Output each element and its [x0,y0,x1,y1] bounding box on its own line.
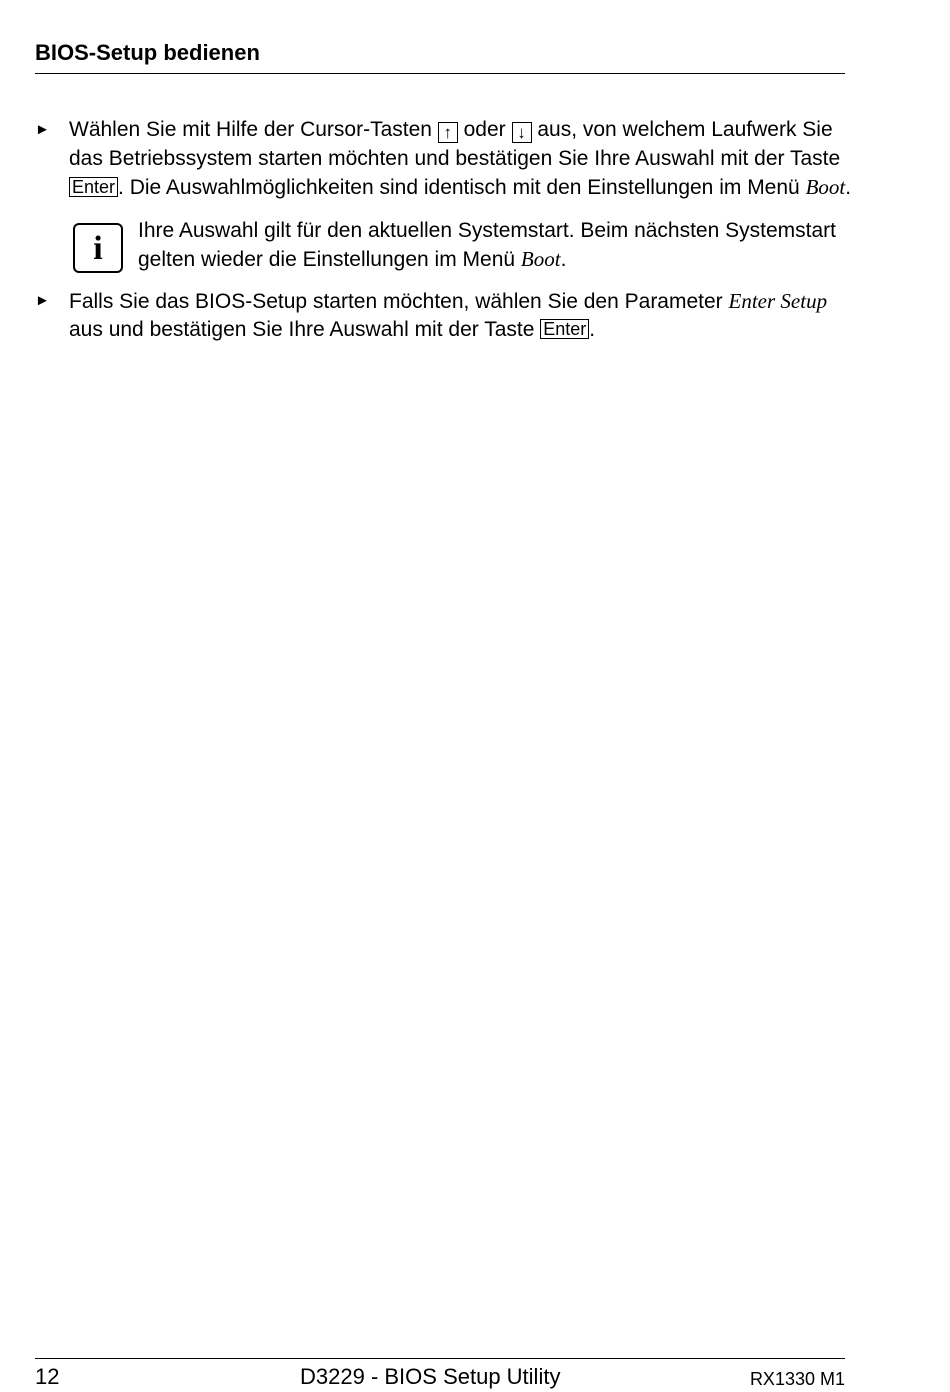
info-note [35,217,855,275]
page-content [35,116,855,345]
enter-key: Enter [69,177,118,197]
document-title: D3229 - BIOS Setup Utility [300,1364,561,1389]
menu-name: Boot [520,247,561,271]
bullet-arrow-icon: ► [35,291,50,309]
page-title: BIOS-Setup bedienen [35,40,260,65]
product-name: RX1330 M1 [749,1369,845,1389]
note-text: Ihre Auswahl gilt für den aktuellen Systemstart. Beim nächsten Systemstart gelten wieder die Einstellungen im Menü Boot. [138,218,836,271]
cursor-down-key: ↓ [512,122,532,143]
cursor-up-key: ↑ [438,122,458,143]
instruction-text: Falls Sie das BIOS-Setup starten möchten, wählen Sie den Parameter Enter Setup aus und bestätigen Sie Ihre Auswahl mit der Taste Enter . [69,288,828,341]
instruction-step-2 [35,287,855,345]
info-icon: i [73,223,123,273]
enter-key: Enter [540,319,589,339]
instruction-step-1 [35,116,855,203]
menu-name: Boot [805,175,846,199]
parameter-name: Enter Setup [728,288,828,313]
instruction-text: Wählen Sie mit Hilfe der Cursor-Tasten ↑ oder ↓ aus, von welchem Laufwerk Sie das Betriebssystem starten möchten und bestätigen Sie Ihre Auswahl mit der Taste Enter . Die Auswahlmöglichkeiten sind identisch mit den Einstellungen im Menü Boot. [69,118,852,199]
page-footer [35,1358,845,1392]
page-header [35,40,845,74]
bullet-arrow-icon: ► [35,121,50,138]
page-number: 12 [35,1364,60,1389]
